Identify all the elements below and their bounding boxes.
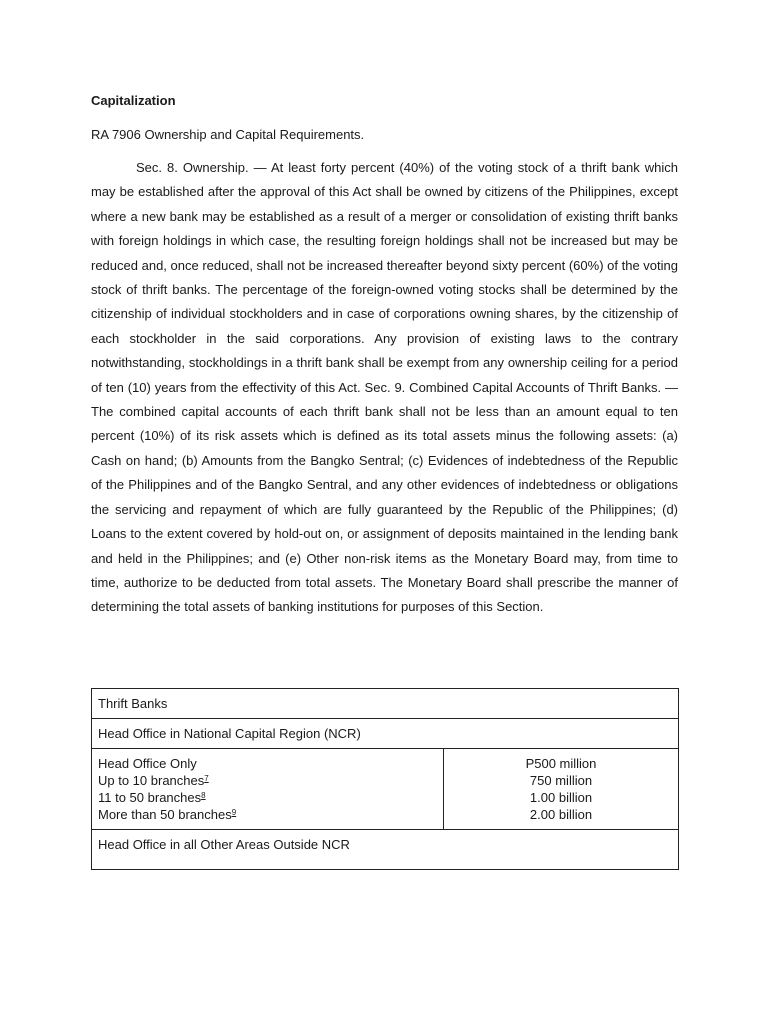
capital-value: 750 million [529, 773, 593, 788]
branch-labels-cell [92, 749, 444, 830]
branch-label: 11 to 50 branches$^8$ [98, 790, 206, 805]
ncr-section-row [92, 719, 679, 749]
document-heading: Capitalization [91, 93, 176, 108]
branch-label: Head Office Only [98, 756, 197, 771]
document-subheading: RA 7906 Ownership and Capital Requirements. [91, 127, 365, 142]
ncr-section-cell: Head Office in National Capital Region (NCR) [92, 719, 679, 749]
capital-value: 1.00 billion [529, 790, 593, 805]
table-title-cell: Thrift Banks [92, 689, 679, 719]
capital-value: 2.00 billion [529, 807, 593, 822]
document-body [91, 92, 678, 620]
footnote-ref[interactable]: 7 [204, 774, 209, 783]
capital-values-cell [444, 749, 679, 830]
footnote-ref[interactable]: 8 [201, 791, 206, 800]
branch-label: Up to 10 branches$^7$ [98, 773, 209, 788]
branch-label: More than 50 branches$^9$ [98, 807, 237, 822]
body-paragraph: Sec. 8. Ownership. — At least forty percent (40%) of the voting stock of a thrift bank which may be established after the approval of this Act shall be owned by citizens of the Philippines, except where a new bank may be established as a result of a merger or consolidation of existing thrift banks with foreign holdings in which case, the resulting foreign holdings shall not be increased but may be reduced and, once reduced, shall not be increased thereafter beyond sixty percent (60%) of the voting stock of thrift banks. The percentage of the foreign-owned voting stocks shall be determined by the citizenship of individual stockholders and in case of corporations owning shares, by the citizenship of each stockholder in the said corporations. Any provision of existing laws to the contrary notwithstanding, stockholdings in a thrift bank shall be exempt from any ownership ceiling for a period of ten (10) years from the effectivity of this Act. Sec. 9. Combined Capital Accounts of Thrift Banks. — The combined capital accounts of each thrift bank shall not be less than an amount equal to ten percent (10%) of its risk assets which is defined as its total assets minus the following assets: (a) Cash on hand; (b) Amounts from the Bangko Sentral; (c) Evidences of indebtedness of the Republic of the Philippines and of the Bangko Sentral, and any other evidences of indebtedness or obligations the servicing and repayment of which are fully guaranteed by the Republic of the Philippines; (d) Loans to the extent covered by hold-out on, or assignment of deposits maintained in the lending bank and held in the Philippines; and (e) Other non-risk items as the Monetary Board may, from time to time, authorize to be deducted from total assets. The Monetary Board shall prescribe the manner of determining the total assets of banking institutions for purposes of this Section. [91, 160, 678, 615]
table-title-row [92, 689, 679, 719]
capital-requirements-table [91, 688, 679, 870]
outside-ncr-section-row [92, 830, 679, 870]
capital-value: P500 million [525, 756, 597, 771]
outside-ncr-section-cell: Head Office in all Other Areas Outside NCR [92, 830, 679, 870]
footnote-ref[interactable]: 9 [231, 808, 237, 817]
table-row [92, 749, 679, 830]
